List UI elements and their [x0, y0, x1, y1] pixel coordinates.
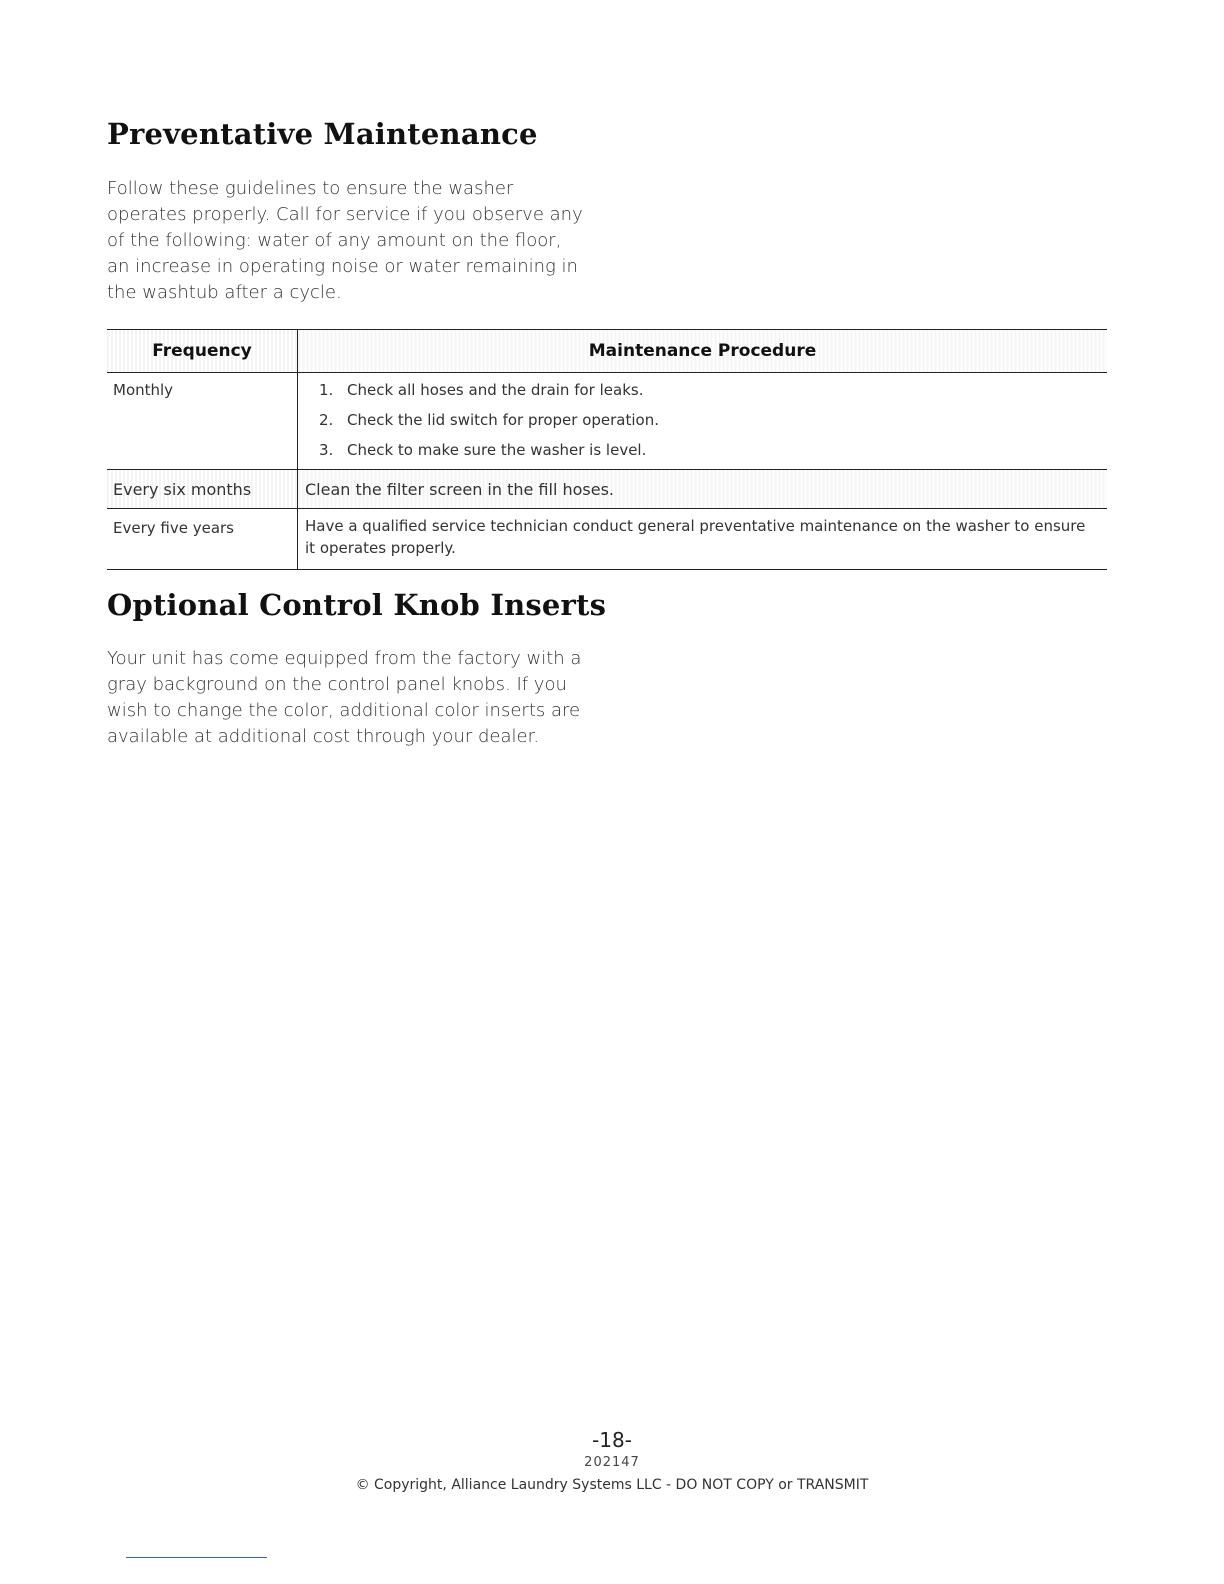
knob-inserts-paragraph: Your unit has come equipped from the factory with a gray background on the control panel knobs. If you wish to change the color, additional color inserts are available at additional cost through your dealer. [107, 648, 582, 747]
frequency-cell: Every five years [107, 509, 298, 570]
frequency-cell: Every six months [107, 470, 298, 509]
maintenance-table [107, 329, 1107, 570]
step-number: 1. [319, 381, 334, 399]
step-number: 2. [319, 411, 334, 429]
frequency-cell: Monthly [107, 373, 298, 470]
preventative-intro-paragraph: Follow these guidelines to ensure the washer operates properly. Call for service if you observe any of the following: water of any amount on the floor, an increase in operating noise or water remaining in the washtub after a cycle. [107, 178, 583, 303]
procedure-cell: Clean the filter screen in the fill hoses. [298, 470, 1108, 509]
table-row [107, 470, 1107, 509]
header-frequency: Frequency [107, 330, 298, 373]
section-heading-preventative-maintenance: Preventative Maintenance [107, 117, 538, 151]
table-row [107, 373, 1107, 470]
list-item [319, 379, 1097, 409]
step-text: Check all hoses and the drain for leaks. [347, 381, 644, 399]
decorative-rule [126, 1557, 267, 1558]
copyright-notice: © Copyright, Alliance Laundry Systems LLC - DO NOT COPY or TRANSMIT [355, 1477, 869, 1493]
table-header-row [107, 330, 1107, 373]
list-item [319, 409, 1097, 439]
step-number: 3. [319, 441, 334, 459]
header-maintenance-procedure: Maintenance Procedure [298, 330, 1108, 373]
page-number: -18- [592, 1428, 632, 1452]
procedure-cell [298, 373, 1108, 470]
procedure-cell: Have a qualified service technician conduct general preventative maintenance on the washer to ensure it operates properly. [305, 517, 1086, 557]
table-row [107, 509, 1107, 570]
step-text: Check the lid switch for proper operation. [347, 411, 659, 429]
monthly-steps-list [305, 379, 1097, 469]
list-item [319, 439, 1097, 469]
document-number: 202147 [584, 1455, 640, 1470]
step-text: Check to make sure the washer is level. [347, 441, 647, 459]
section-heading-optional-control-knob-inserts: Optional Control Knob Inserts [107, 588, 607, 622]
